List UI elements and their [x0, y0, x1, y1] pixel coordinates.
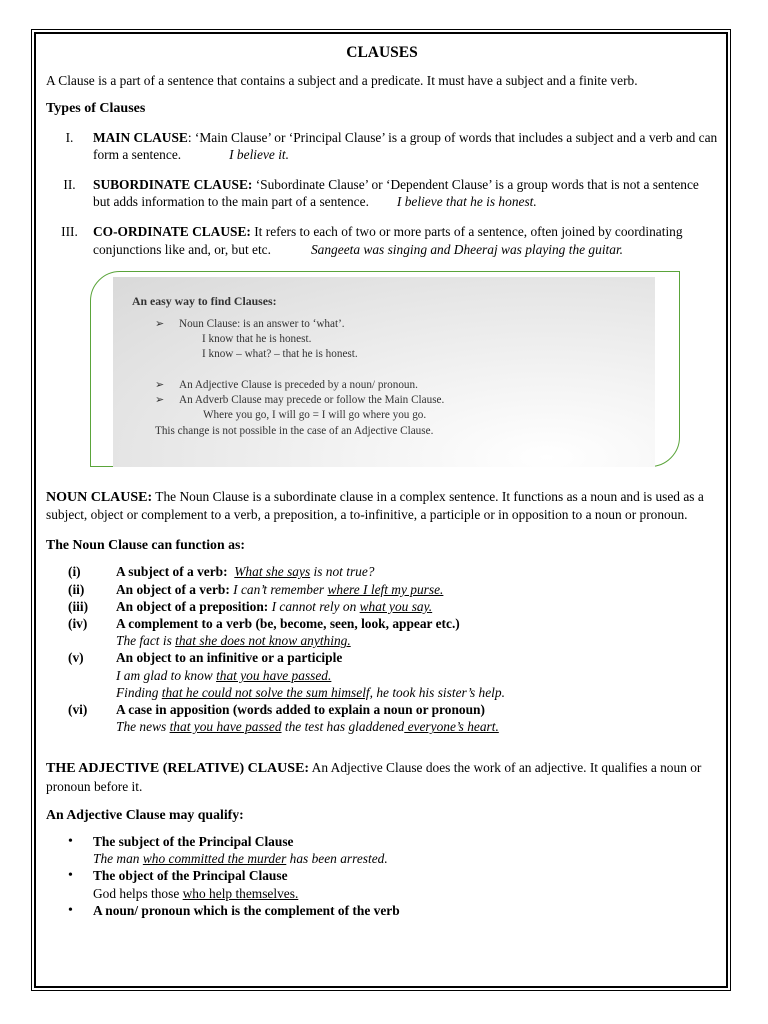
callout-example: Where you go, I will go = I will go where you go. [203, 409, 427, 422]
function-label: A subject of a verb: [116, 564, 228, 580]
type-description [93, 176, 718, 210]
function-example: the test has gladdened [281, 719, 405, 735]
list-number: III. [61, 224, 78, 240]
bullet-icon: • [68, 868, 73, 884]
adjective-clause-paragraph [46, 759, 718, 794]
callout-body [155, 317, 645, 439]
qualify-item [68, 833, 718, 867]
function-example-clause: that you have passed [169, 719, 282, 735]
function-label: A complement to a verb (be, become, seen, look, appear etc.) [116, 616, 460, 632]
type-example: I believe that he is honest. [396, 194, 537, 210]
function-item [68, 615, 718, 649]
function-label: An object of a verb: [116, 581, 230, 597]
bullet-icon: • [68, 902, 73, 918]
callout-item-noun [155, 317, 645, 332]
qualify-example-clause: who committed the murder [142, 851, 287, 867]
function-number: (vi) [68, 702, 88, 718]
list-number: I. [65, 129, 74, 145]
function-example: I am glad to know [116, 667, 217, 683]
callout-box [90, 271, 680, 467]
type-term: MAIN CLAUSE [93, 129, 188, 145]
type-main-clause [46, 129, 718, 163]
qualify-item [68, 867, 718, 901]
qualify-label: A noun/ pronoun which is the complement of the verb [93, 902, 400, 918]
qualify-example: God helps those [93, 885, 183, 901]
function-number: (iii) [68, 598, 89, 614]
qualify-example: The man [93, 851, 143, 867]
function-example: he took his sister’s help. [373, 684, 505, 700]
qualify-list [68, 833, 718, 919]
function-example-clause: where I left my purse. [327, 581, 444, 597]
arrow-bullet-icon: ➢ [155, 394, 165, 407]
type-text: : ‘Main Clause’ or ‘Principal Clause’ is a group of words that includes a subject and a verb and can form a sentence. [93, 129, 718, 162]
function-item [68, 581, 718, 598]
arrow-bullet-icon: ➢ [155, 378, 165, 391]
function-example: The fact is [116, 633, 176, 649]
type-term: CO-ORDINATE CLAUSE: [93, 224, 251, 240]
callout-example: I know – what? – that he is honest. [202, 348, 358, 361]
qualify-label: The subject of the Principal Clause [93, 834, 294, 850]
noun-clause-text: The Noun Clause is a subordinate clause in a complex sentence. It functions as a noun and is used as a subject, object or complement to a verb, a preposition, a to-infinitive, a participle or in opposition to a noun or pronoun. [46, 488, 704, 523]
callout-text: An Adverb Clause may precede or follow the Main Clause. [179, 394, 445, 407]
types-list [46, 129, 718, 258]
callout-title: An easy way to find Clauses: [132, 293, 277, 308]
function-number: (v) [68, 650, 84, 666]
callout-example: I know that he is honest. [202, 333, 312, 346]
type-description [93, 223, 718, 257]
type-description [93, 129, 718, 163]
qualify-item [68, 902, 718, 919]
qualify-example-clause: who help themselves. [182, 885, 299, 901]
function-heading: The Noun Clause can function as: [46, 537, 245, 553]
function-example-clause: that he could not solve the sum himself, [161, 684, 373, 700]
type-example: I believe it. [229, 146, 289, 162]
list-number: II. [63, 177, 76, 193]
function-example: is not true? [310, 564, 375, 580]
type-text: It refers to each of two or more parts of a sentence, often joined by coordinating conjunctions like and, or, but etc. [93, 224, 683, 257]
function-item [68, 598, 718, 615]
bullet-icon: • [68, 834, 73, 850]
adjective-clause-text: An Adjective Clause does the work of an adjective. It qualifies a noun or pronoun before it. [46, 760, 702, 794]
qualify-label: The object of the Principal Clause [93, 868, 288, 884]
function-example: I can’t remember [229, 581, 328, 597]
function-example-clause: What she says [234, 564, 311, 580]
noun-clause-term: NOUN CLAUSE: [46, 489, 153, 505]
adjective-clause-term: THE ADJECTIVE (RELATIVE) CLAUSE: [46, 761, 310, 777]
types-heading: Types of Clauses [46, 101, 146, 117]
function-example: Finding [116, 684, 162, 700]
function-number: (i) [68, 564, 81, 580]
page-title: CLAUSES [346, 44, 418, 61]
function-list [68, 563, 718, 735]
intro-paragraph: A Clause is a part of a sentence that contains a subject and a predicate. It must have a subject and a finite verb. [46, 73, 638, 89]
function-example: I cannot rely on [268, 598, 360, 614]
type-coordinate-clause [46, 223, 718, 257]
callout-text: Noun Clause: is an answer to ‘what’. [179, 317, 345, 330]
function-number: (ii) [68, 581, 85, 597]
function-label: An object to an infinitive or a participle [116, 650, 343, 666]
function-example-clause: that you have passed. [216, 667, 332, 683]
type-term: SUBORDINATE CLAUSE: [93, 177, 253, 193]
function-item [68, 649, 718, 701]
qualify-heading: An Adjective Clause may qualify: [46, 806, 244, 822]
callout-item-adjective [155, 378, 645, 393]
callout-text: An Adjective Clause is preceded by a noun/ pronoun. [179, 378, 418, 391]
document-content [46, 40, 718, 919]
function-number: (iv) [68, 616, 88, 632]
noun-clause-paragraph [46, 488, 718, 523]
function-item [68, 701, 718, 735]
callout-panel [113, 277, 655, 467]
arrow-bullet-icon: ➢ [155, 317, 165, 330]
function-label: A case in apposition (words added to explain a noun or pronoun) [116, 702, 485, 718]
type-example: Sangeeta was singing and Dheeraj was playing the guitar. [310, 241, 624, 257]
function-example-clause: that she does not know anything. [175, 633, 351, 649]
function-example-clause: what you say. [359, 598, 433, 614]
function-item [68, 563, 718, 580]
callout-note: This change is not possible in the case of an Adjective Clause. [155, 424, 434, 437]
function-example-clause: everyone’s heart. [404, 719, 499, 735]
type-subordinate-clause [46, 176, 718, 210]
qualify-example: has been arrested. [286, 851, 388, 867]
function-label: An object of a preposition: [116, 598, 269, 614]
type-text: ‘Subordinate Clause’ or ‘Dependent Clause’ is a group words that is not a sentence but adds information to the main part of a sentence. [93, 177, 699, 210]
callout-item-adverb [155, 393, 645, 408]
function-example: The news [116, 719, 170, 735]
